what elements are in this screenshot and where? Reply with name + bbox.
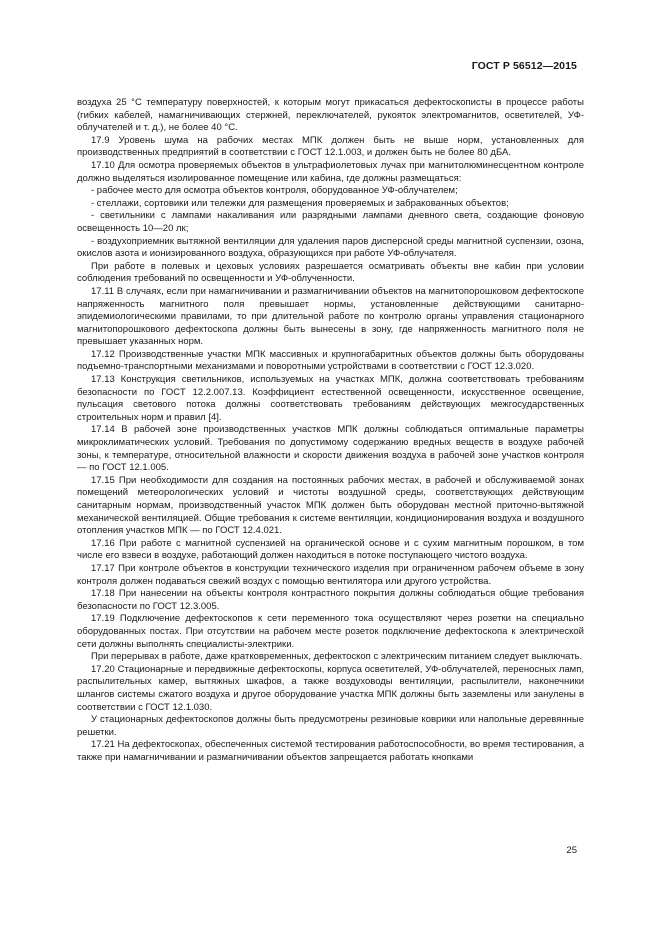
paragraph: 17.19 Подключение дефектоскопов к сети переменного тока осуществляют через розетки на специально оборудованных постах. При отсутствии на рабочем месте розеток подключение дефектоскопа к электрической сети должны выполнять специалисты-электрики.: [77, 613, 584, 650]
paragraph: 17.11 В случаях, если при намагничивании и размагничивании объектов на магнитопорошковом дефектоскопе напряженность магнитного поля превышает нормы, установленные действующими санитарно-эпидемиологическими правилами, то при длительной работе по контролю органы управления стационарного магнитопорошкового дефектоскопа должны быть вынесены в зону, где напряженность магнитного поля не превышает указанных норм.: [77, 285, 584, 348]
paragraph: 17.21 На дефектоскопах, обеспеченных системой тестирования работоспособности, во время тестирования, а также при намагничивании и размагничивании объектов запрещается работать кнопками: [77, 739, 584, 763]
paragraph: 17.14 В рабочей зоне производственных участков МПК должны соблюдаться оптимальные параметры микроклиматических условий. Требования по допустимому содержанию вредных веществ в воздухе рабочей зоны, к температуре, относительной влажности и скорости движения воздуха в рабочей зоне участков контроля — по ГОСТ 12.1.005.: [77, 424, 584, 474]
paragraph: - рабочее место для осмотра объектов контроля, оборудованное УФ-облучателем;: [91, 185, 458, 197]
paragraph: 17.10 Для осмотра проверяемых объектов в ультрафиолетовых лучах при магнитолюминесцентном контроле должно выделяться изолированное помещение или кабина, где должны размещаться:: [77, 159, 584, 184]
paragraph: 17.18 При нанесении на объекты контроля контрастного покрытия должны соблюдаться общие требования безопасности по ГОСТ 12.3.005.: [77, 588, 584, 612]
paragraph: 17.17 При контроле объектов в конструкции технического изделия при ограниченном рабочем объеме в зону контроля должен подаваться свежий воздух с помощью вентилятора или другого устройства.: [77, 562, 584, 587]
paragraph: 17.12 Производственные участки МПК массивных и крупногабаритных объектов должны быть оборудованы подъемно-транспортными механизмами и поворотными устройствами в соответствии с ГОСТ 12.3.020.: [77, 348, 584, 373]
paragraph: 17.9 Уровень шума на рабочих местах МПК должен быть не выше норм, установленных для производственных предприятий в соответствии с ГОСТ 12.1.003, и должен быть не более 80 дБА.: [77, 134, 584, 159]
paragraph: 17.20 Стационарные и передвижные дефектоскопы, корпуса осветителей, УФ-облучателей, переносных ламп, распылительных камер, вытяжных шкафов, а также воздуховоды вентиляции, распылители, наконечники шлангов системы сжатого воздуха и другое оборудование участка МПК должны быть заземлены или занулены в соответствии с ГОСТ 12.1.030.: [77, 663, 584, 713]
paragraph: При перерывах в работе, даже кратковременных, дефектоскоп с электрическим питанием следует выключать.: [91, 651, 583, 663]
paragraph: воздуха 25 °C температуру поверхностей, к которым могут прикасаться дефектоскописты в процессе работы (гибких кабелей, намагничивающих стержней, переключателей, рукояток электромагнитов, осветителей, УФ-облучателей и т. д.), не более 40 °C.: [77, 97, 584, 134]
document-standard-number: ГОСТ Р 56512—2015: [471, 60, 577, 72]
paragraph: У стационарных дефектоскопов должны быть предусмотрены резиновые коврики или напольные деревянные решетки.: [77, 714, 584, 738]
paragraph: 17.15 При необходимости для создания на постоянных рабочих местах, в рабочей и обслуживаемой зонах помещений метеорологических условий и чистоты воздушной среды, соответствующих действующим санитарным нормам, производственный участок МПК должен быть оборудован местной приточно-вытяжной механической вентиляцией. Общие требования к системе вентиляции, кондиционирования воздуха и воздушного отопления участков МПК — по ГОСТ 12.4.021.: [77, 474, 584, 537]
paragraph: - воздухоприемник вытяжной вентиляции для удаления паров дисперсной среды магнитной суспензии, озона, окислов азота и ионизированного воздуха, образующихся при работе УФ-облучателя.: [77, 235, 584, 260]
paragraph: 17.13 Конструкция светильников, используемых на участках МПК, должна соответствовать требованиям безопасности по ГОСТ 12.2.007.13. Коэффициент естественной освещенности, искусственное освещение, пульсация светового потока должны соответствовать требованиям действующих межгосударственных строительных норм и правил [4].: [77, 374, 584, 423]
paragraph: При работе в полевых и цеховых условиях разрешается осматривать объекты вне кабин при условии соблюдения требований по освещенности и УФ-облученности.: [77, 260, 584, 285]
page-number: 25: [566, 845, 577, 856]
paragraph: 17.16 При работе с магнитной суспензией на органической основе и с сухим магнитным порошком, в том числе его взвеси в воздухе, работающий должен находиться в потоке поступающего чистого воздуха.: [77, 537, 584, 562]
document-body: [77, 97, 584, 764]
paragraph: - светильники с лампами накаливания или разрядными лампами дневного света, создающие фоновую освещенность 10—20 лк;: [77, 210, 584, 234]
paragraph: - стеллажи, сортовики или тележки для размещения проверяемых и забракованных объектов;: [91, 197, 509, 209]
